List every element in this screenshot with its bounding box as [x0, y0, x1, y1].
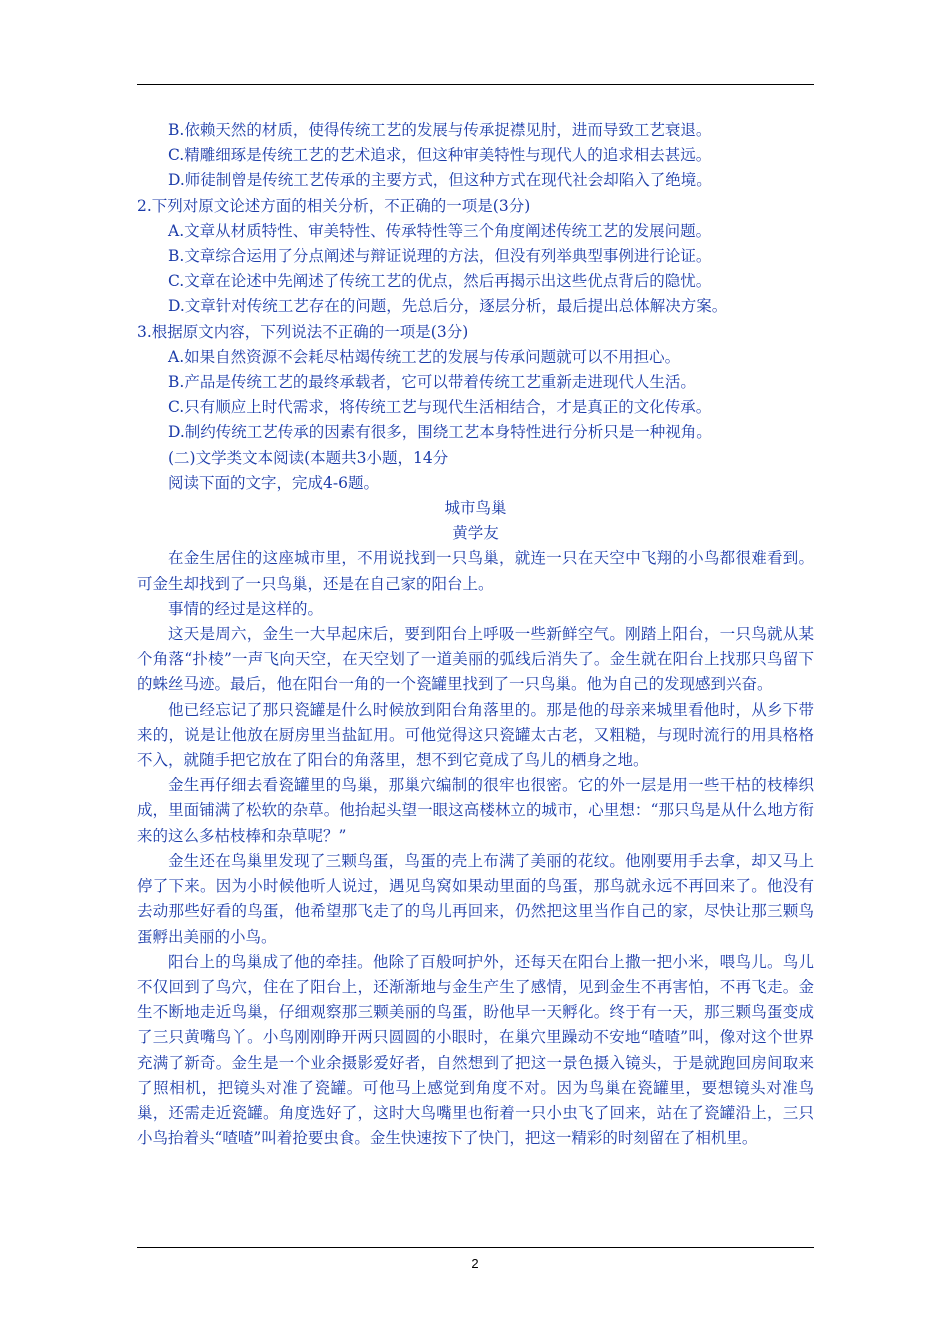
q1-option-d: D.师徒制曾是传统工艺传承的主要方式，但这种方式在现代社会却陷入了绝境。: [168, 171, 712, 190]
page-content: [137, 118, 814, 1151]
section-instruction: 阅读下面的文字，完成4-6题。: [168, 473, 379, 492]
footer-rule: [137, 1247, 814, 1248]
q3-stem: 3.根据原文内容，下列说法不正确的一项是(3分): [137, 322, 469, 341]
q2-stem: 2.下列对原文论述方面的相关分析，不正确的一项是(3分): [137, 196, 531, 215]
story-paragraph: 阳台上的鸟巢成了他的牵挂。他除了百般呵护外，还每天在阳台上撒一把小米，喂鸟儿。鸟儿不仅回到了鸟穴，住在了阳台上，还渐渐地与金生产生了感情，见到金生不再害怕，不再飞走。金生不断地走近鸟巢，仔细观察那三颗美丽的鸟蛋，盼他早一天孵化。终于有一天，那三颗鸟蛋变成了三只黄嘴鸟丫。小鸟刚刚睁开两只圆圆的小眼时，在巢穴里躁动不安地“喳喳”叫，像对这个世界充满了新奇。金生是一个业余摄影爱好者，自然想到了把这一景色摄入镜头，于是就跑回房间取来了照相机，把镜头对准了瓷罐。可他马上感觉到角度不对。因为鸟巢在瓷罐里，要想镜头对准鸟巢，还需走近瓷罐。角度选好了，这时大鸟嘴里也衔着一只小虫飞了回来，站在了瓷罐沿上，三只小鸟抬着头“喳喳”叫着抢要虫食。金生快速按下了快门，把这一精彩的时刻留在了相机里。: [137, 952, 814, 1148]
story-paragraph: 在金生居住的这座城市里，不用说找到一只鸟巢，就连一只在天空中飞翔的小鸟都很难看到。可金生却找到了一只鸟巢，还是在自己家的阳台上。: [137, 549, 814, 593]
q3-option-c: C.只有顺应上时代需求，将传统工艺与现代生活相结合，才是真正的文化传承。: [168, 398, 712, 417]
story-paragraph: 金生还在鸟巢里发现了三颗鸟蛋，鸟蛋的壳上布满了美丽的花纹。他刚要用手去拿，却又马上停了下来。因为小时候他听人说过，遇见鸟窝如果动里面的鸟蛋，那鸟就永远不再回来了。他没有去动那些好看的鸟蛋，他希望那飞走了的鸟儿再回来，仍然把这里当作自己的家，尽快让那三颗鸟蛋孵出美丽的小鸟。: [137, 851, 814, 946]
q2-option-d: D.文章针对传统工艺存在的问题，先总后分，逐层分析，最后提出总体解决方案。: [168, 297, 728, 316]
q3-option-a: A.如果自然资源不会耗尽枯竭传统工艺的发展与传承问题就可以不用担心。: [168, 347, 681, 366]
q2-option-c: C.文章在论述中先阐述了传统工艺的优点，然后再揭示出这些优点背后的隐忧。: [168, 272, 712, 291]
q1-option-c: C.精雕细琢是传统工艺的艺术追求，但这种审美特性与现代人的追求相去甚远。: [168, 146, 712, 165]
q3-option-b: B.产品是传统工艺的最终承载者，它可以带着传统工艺重新走进现代人生活。: [168, 373, 696, 392]
story-paragraph: 金生再仔细去看瓷罐里的鸟巢，那巢穴编制的很牢也很密。它的外一层是用一些干枯的枝棒织成，里面铺满了松软的杂草。他抬起头望一眼这高楼林立的城市，心里想：“那只鸟是从什么地方衔来的这么多枯枝棒和杂草呢？”: [137, 776, 814, 845]
story-paragraph: 他已经忘记了那只瓷罐是什么时候放到阳台角落里的。那是他的母亲来城里看他时，从乡下带来的，说是让他放在厨房里当盐缸用。可他觉得这只瓷罐太古老，又粗糙，与现时流行的用具格格不入，就随手把它放在了阳台的角落里，想不到它竟成了鸟儿的栖身之地。: [137, 700, 814, 770]
header-rule: [137, 84, 814, 85]
section-heading: (二)文学类文本阅读(本题共3小题，14分: [168, 448, 449, 467]
story-paragraph: 这天是周六，金生一大早起床后，要到阳台上呼吸一些新鲜空气。刚踏上阳台，一只鸟就从某个角落“扑棱”一声飞向天空，在天空划了一道美丽的弧线后消失了。金生就在阳台上找那只鸟留下的蛛丝马迹。最后，他在阳台一角的一个瓷罐里找到了一只鸟巢。他为自己的发现感到兴奋。: [137, 625, 814, 694]
story-paragraph: 事情的经过是这样的。: [168, 599, 324, 618]
q1-option-b: B.依赖天然的材质，使得传统工艺的发展与传承捉襟见肘，进而导致工艺衰退。: [168, 121, 712, 139]
q3-option-d: D.制约传统工艺传承的因素有很多，围绕工艺本身特性进行分析只是一种视角。: [168, 423, 712, 442]
q2-option-a: A.文章从材质特性、审美特性、传承特性等三个角度阐述传统工艺的发展问题。: [168, 221, 712, 240]
page-number: 2: [471, 1256, 479, 1271]
q2-option-b: B.文章综合运用了分点阐述与辩证说理的方法，但没有列举典型事例进行论证。: [168, 247, 712, 266]
story-title: 城市鸟巢: [444, 499, 507, 518]
story-author: 黄学友: [452, 524, 499, 543]
